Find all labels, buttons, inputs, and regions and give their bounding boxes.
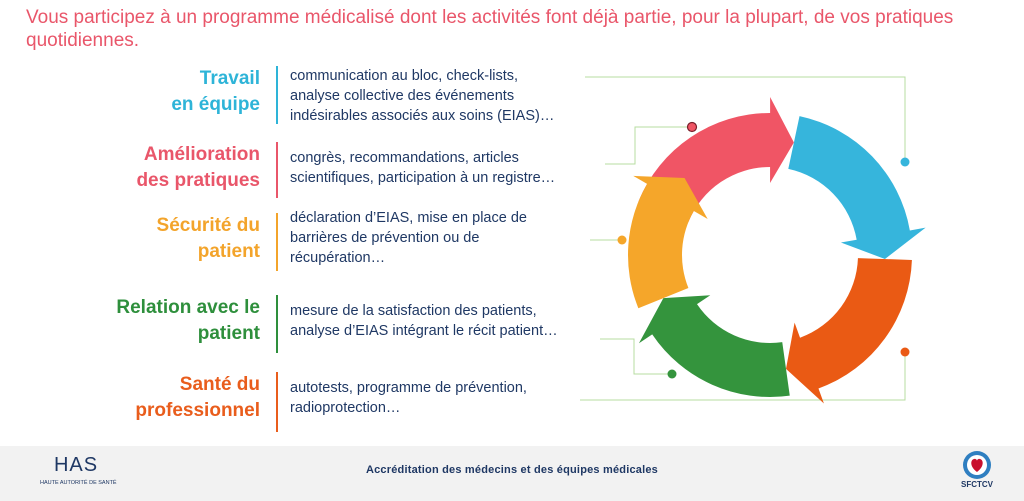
row-description-line: barrières de prévention ou de <box>290 230 480 246</box>
row-description <box>290 301 620 341</box>
row-divider <box>276 142 278 198</box>
row-title-line: Travail <box>199 68 260 89</box>
row-divider <box>276 372 278 432</box>
row-description-line: déclaration d’EIAS, mise en place de <box>290 210 527 226</box>
row-divider <box>276 66 278 124</box>
arrow-green <box>639 295 790 397</box>
has-logo-mark: HAS <box>53 454 99 476</box>
row-title <box>116 295 260 347</box>
row-title-line: patient <box>197 241 260 262</box>
connector-dot <box>901 348 910 357</box>
row-description <box>290 66 620 126</box>
row-title-line: Santé du <box>179 374 260 395</box>
row-description-line: récupération… <box>290 250 386 266</box>
connector-dot <box>901 158 910 167</box>
has-logo-subtitle: HAUTE AUTORITÉ DE SANTÉ <box>40 480 117 486</box>
row-description-line: congrès, recommandations, articles <box>290 150 519 166</box>
row-description-line: analyse collective des événements <box>290 88 515 104</box>
connector-dot <box>668 370 677 379</box>
row-description-line: indésirables associés aux soins (EIAS)… <box>290 108 555 124</box>
row-title-line: patient <box>197 323 260 344</box>
row-divider <box>276 295 278 353</box>
row-description-line: mesure de la satisfaction des patients, <box>290 303 537 319</box>
row-title-line: en équipe <box>171 94 260 115</box>
row-divider <box>276 213 278 271</box>
row-title-line: Amélioration <box>143 144 260 165</box>
heart-emblem-icon <box>962 450 992 480</box>
row-description-line: communication au bloc, check-lists, <box>290 68 519 84</box>
row-title <box>136 142 260 194</box>
row-title-line: Sécurité du <box>156 215 260 236</box>
row-description <box>290 208 620 268</box>
sfctcv-logo <box>954 450 1000 498</box>
row-description <box>290 148 620 188</box>
row-title-line: professionnel <box>135 400 260 421</box>
row-description-line: autotests, programme de prévention, <box>290 380 527 396</box>
row-description-line: scientifiques, participation à un registre… <box>290 170 556 186</box>
row-description-line: radioprotection… <box>290 400 401 416</box>
cycle-arrows <box>628 97 926 404</box>
row-description-line: analyse d’EIAS intégrant le récit patient… <box>290 323 558 339</box>
row-title <box>157 213 260 265</box>
arrow-orange <box>786 258 912 403</box>
footer <box>0 446 1024 501</box>
row-title-line: des pratiques <box>136 170 260 191</box>
row-title-line: Relation avec le <box>116 297 260 318</box>
footer-title: Accréditation des médecins et des équipes médicales <box>365 464 659 476</box>
row-title <box>135 372 260 424</box>
sfctcv-logo-name: SFCTCV <box>961 480 993 489</box>
headline: Vous participez à un programme médicalisé dont les activités font déjà partie, pour la plupart, de vos pratiques quotidiennes. <box>26 7 954 51</box>
row-description <box>290 378 620 418</box>
connector-dot <box>688 123 697 132</box>
row-title <box>171 66 260 118</box>
